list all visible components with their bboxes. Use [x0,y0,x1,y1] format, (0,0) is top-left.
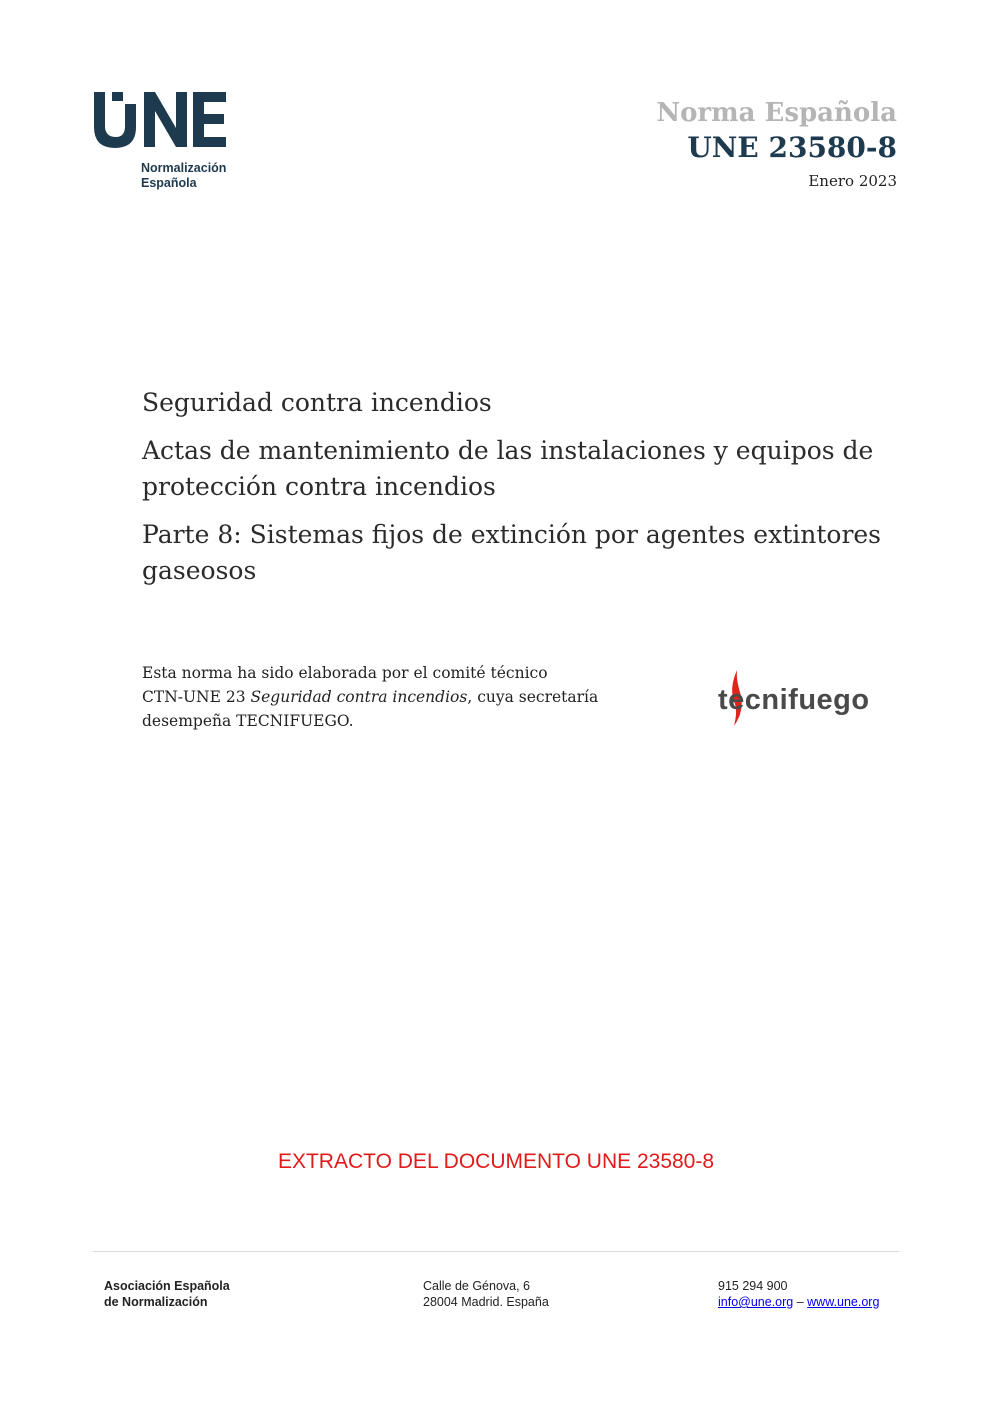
extract-notice: EXTRACTO DEL DOCUMENTO UNE 23580-8 [277,1150,715,1173]
footer-website-link[interactable]: www.une.org [807,1295,880,1309]
title-part: Parte 8: Sistemas fijos de extinción por agentes extintores gaseosos [142,520,882,585]
footer-address [423,1278,549,1310]
standard-header [656,96,897,190]
committee-name: Seguridad contra incendios [250,688,468,706]
committee-line2 [142,685,662,709]
footer-links [718,1294,879,1310]
footer-email-link[interactable]: info@une.org [718,1295,794,1309]
footer-org-line2: de Normalización [104,1295,208,1309]
footer-phone: 915 294 900 [718,1279,788,1293]
document-titles [142,385,902,601]
footer-org-line1: Asociación Española [104,1279,230,1293]
committee-line2-suffix: , cuya secretaría [467,688,599,706]
publication-date: Enero 2023 [808,172,897,190]
committee-statement [142,661,662,733]
tecnifuego-logo [718,670,868,732]
footer-organization [104,1278,230,1310]
committee-code: CTN-UNE 23 [142,688,251,706]
committee-line1: Esta norma ha sido elaborada por el comité técnico [142,664,548,682]
une-logo-subtitle-line2: Española [141,176,197,190]
title-main: Actas de mantenimiento de las instalaciones y equipos de protección contra incendios [142,436,874,501]
footer-divider [93,1251,899,1252]
une-logo-mark [92,90,232,150]
committee-line3: desempeña TECNIFUEGO. [142,712,354,730]
tecnifuego-logo-text: tecnifuego [718,684,870,716]
footer-contact [718,1278,879,1310]
standard-code: UNE 23580-8 [687,131,897,164]
footer-link-separator: – [793,1295,808,1309]
footer-address-line2: 28004 Madrid. España [423,1295,549,1309]
une-logo-subtitle-line1: Normalización [141,161,227,175]
footer-address-line1: Calle de Génova, 6 [423,1279,531,1293]
une-logo-subtitle [141,161,226,191]
standard-kind: Norma Española [656,98,897,128]
title-general: Seguridad contra incendios [142,388,492,417]
